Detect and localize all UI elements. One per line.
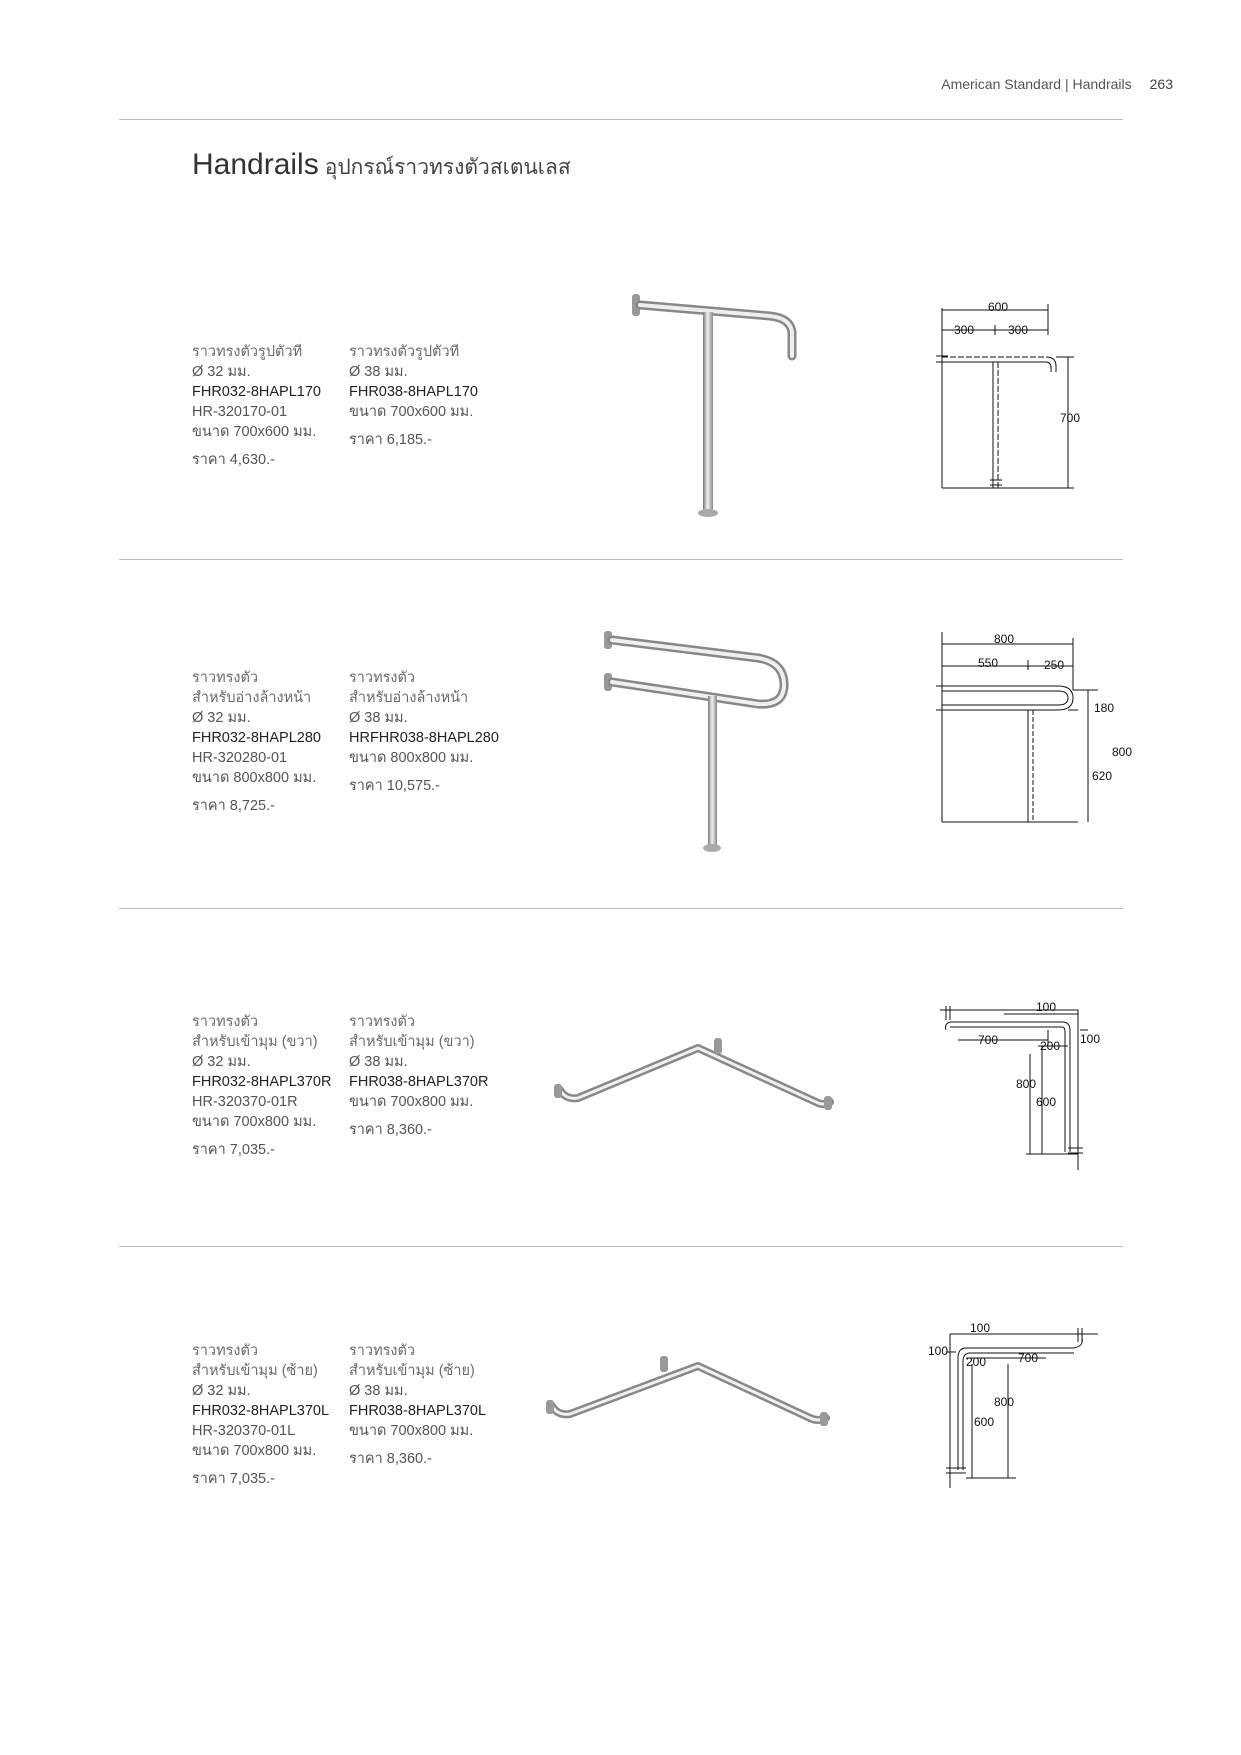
dim-label: 600 [988, 300, 1009, 314]
dim-label: 600 [974, 1415, 995, 1429]
product-model [349, 728, 509, 748]
product-size: ขนาด 700x800 มม. [192, 1114, 317, 1130]
product-name: ราวทรงตัวรูปตัวที [192, 344, 303, 360]
product-name-line2: สำหรับอ่างล้างหน้า [349, 690, 469, 706]
dim-label: 700 [978, 1033, 999, 1047]
divider [119, 559, 1123, 560]
dim-label: 800 [994, 1395, 1015, 1409]
product-price: ราคา 6,185.- [349, 432, 432, 448]
product-model: FHR032-8HAPL370L [192, 1403, 330, 1419]
product-size: ขนาด 700x600 มม. [349, 404, 474, 420]
dim-label: 100 [1080, 1032, 1101, 1046]
product-size: ขนาด 700x600 มม. [192, 424, 317, 440]
product-size: ขนาด 800x800 มม. [192, 770, 317, 786]
dim-label: 180 [1094, 701, 1115, 715]
product-price: ราคา 10,575.- [349, 778, 441, 794]
product-left-3 [192, 1012, 352, 1160]
t-handrail-photo [620, 288, 820, 524]
product-left-4 [192, 1341, 352, 1489]
dim-label: 100 [970, 1321, 991, 1335]
product-size: ขนาด 800x800 มม. [349, 750, 474, 766]
dim-label: 620 [1092, 769, 1113, 783]
product-name: ราวทรงตัว [192, 670, 259, 686]
dim-label: 800 [1112, 745, 1133, 759]
dim-label: 250 [1044, 658, 1065, 672]
product-code: HR-320280-01 [192, 750, 288, 766]
divider [119, 119, 1123, 120]
page-header [941, 76, 1173, 92]
product-diameter: Ø 32 มม. [192, 710, 251, 726]
product-name-line2: สำหรับอ่างล้างหน้า [192, 690, 312, 706]
product-name-line2: สำหรับเข้ามุม (ขวา) [349, 1034, 475, 1050]
product-model: FHR038-8HAPL170 [349, 384, 478, 400]
product-diameter: Ø 32 มม. [192, 1383, 251, 1399]
product-price: ราคา 8,725.- [192, 798, 275, 814]
product-price: ราคา 7,035.- [192, 1471, 275, 1487]
corner-handrail-right-drawing [938, 1000, 1118, 1175]
divider [119, 908, 1123, 909]
product-size: ขนาด 700x800 มม. [192, 1443, 317, 1459]
dim-label: 700 [1018, 1351, 1039, 1365]
product-right-4 [349, 1341, 509, 1469]
product-right-1 [349, 342, 509, 450]
dim-label: 600 [1036, 1095, 1057, 1109]
product-code: HR-320370-01R [192, 1094, 298, 1110]
page-number: 263 [1149, 76, 1173, 92]
dim-label: 200 [1040, 1039, 1061, 1053]
product-price: ราคา 8,360.- [349, 1122, 432, 1138]
dim-label: 800 [1016, 1077, 1037, 1091]
product-model: FHR032-8HAPL280 [192, 730, 321, 746]
product-name: ราวทรงตัว [192, 1343, 259, 1359]
product-code: HR-320370-01L [192, 1423, 296, 1439]
dim-label: 550 [978, 656, 999, 670]
product-right-3 [349, 1012, 509, 1140]
product-model: FHR038-8HAPL370R [349, 1074, 489, 1090]
title-th: อุปกรณ์ราวทรงตัวสเตนเลส [324, 155, 571, 179]
product-right-2 [349, 668, 509, 796]
dim-label: 300 [954, 323, 975, 337]
dim-label: 300 [1008, 323, 1029, 337]
product-diameter: Ø 38 มม. [349, 364, 408, 380]
corner-handrail-right-photo [548, 1040, 838, 1120]
product-size: ขนาด 700x800 มม. [349, 1423, 474, 1439]
dim-label: 800 [994, 632, 1015, 646]
product-price: ราคา 4,630.- [192, 452, 275, 468]
product-model: FHR032-8HAPL170 [192, 384, 321, 400]
product-name-line2: สำหรับเข้ามุม (ขวา) [192, 1034, 318, 1050]
product-name-line2: สำหรับเข้ามุม (ซ้าย) [192, 1363, 318, 1379]
product-name: ราวทรงตัว [192, 1014, 259, 1030]
washbasin-handrail-drawing [928, 630, 1133, 830]
product-diameter: Ø 38 มม. [349, 710, 408, 726]
product-diameter: Ø 38 มม. [349, 1054, 408, 1070]
dim-label: 200 [966, 1355, 987, 1369]
corner-handrail-left-photo [540, 1356, 840, 1436]
product-diameter: Ø 38 มม. [349, 1383, 408, 1399]
dim-label: 100 [928, 1344, 949, 1358]
header-brand: American Standard | Handrails [941, 76, 1132, 92]
product-diameter: Ø 32 มม. [192, 364, 251, 380]
product-model-prefix: HR [349, 730, 370, 746]
title-en: Handrails [192, 148, 319, 181]
product-name-line2: สำหรับเข้ามุม (ซ้าย) [349, 1363, 475, 1379]
product-name: ราวทรงตัวรูปตัวที [349, 344, 460, 360]
t-handrail-drawing [928, 300, 1081, 500]
product-model-number: FHR038-8HAPL280 [369, 730, 499, 746]
product-size: ขนาด 700x800 มม. [349, 1094, 474, 1110]
divider [119, 1246, 1123, 1247]
product-name: ราวทรงตัว [349, 670, 416, 686]
product-price: ราคา 7,035.- [192, 1142, 275, 1158]
product-model: FHR038-8HAPL370L [349, 1403, 487, 1419]
product-price: ราคา 8,360.- [349, 1451, 432, 1467]
product-name: ราวทรงตัว [349, 1343, 416, 1359]
product-diameter: Ø 32 มม. [192, 1054, 251, 1070]
product-code: HR-320170-01 [192, 404, 288, 420]
product-model: FHR032-8HAPL370R [192, 1074, 332, 1090]
dim-label: 100 [1036, 1000, 1057, 1014]
product-left-2 [192, 668, 352, 816]
corner-handrail-left-drawing [926, 1318, 1106, 1493]
washbasin-handrail-photo [598, 628, 808, 860]
product-left-1 [192, 342, 352, 470]
page-title [192, 148, 571, 184]
product-name: ราวทรงตัว [349, 1014, 416, 1030]
dim-label: 700 [1060, 411, 1081, 425]
